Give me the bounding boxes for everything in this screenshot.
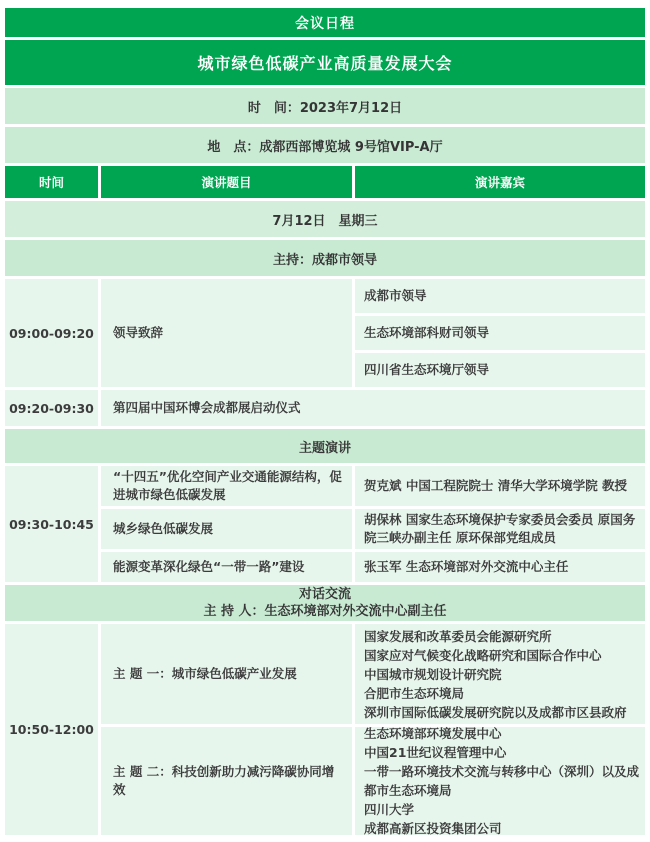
session2-topic: 第四届中国环博会成都展启动仪式 [101, 390, 645, 426]
session4-block [5, 624, 645, 835]
guest-list-line: 生态环境部环境发展中心 [364, 726, 502, 741]
host-banner: 主持：成都市领导 [5, 240, 645, 276]
session3-time: 09:30-10:45 [5, 466, 98, 582]
dialog-banner-title: 对话交流 [298, 587, 351, 602]
session4-guest-list-1 [355, 624, 645, 724]
header-topic: 演讲题目 [101, 166, 352, 198]
session3-guest-1: 贺克斌 中国工程院院士 清华大学环境学院 教授 [355, 466, 645, 506]
guest-list-line: 合肥市生态环境局 [364, 685, 465, 701]
guest-list-line: 中国城市规划设计研究院 [364, 666, 502, 682]
venue-info-row: 地 点：成都西部博览城 9号馆VIP-A厅 [5, 127, 645, 163]
session3-topic-3: 能源变革深化绿色“一带一路”建设 [101, 552, 352, 582]
session2-time: 09:20-09:30 [5, 390, 98, 426]
session1-time: 09:00-09:20 [5, 279, 98, 387]
session3-guest-3: 张玉军 生态环境部对外交流中心主任 [355, 552, 645, 582]
guest-list-line: 国家发展和改革委员会能源研究所 [364, 628, 552, 644]
guest-list-line: 一带一路环境技术交流与转移中心（深圳）以及成都市生态环境局 [364, 764, 640, 798]
table-header-row [5, 166, 645, 198]
guest-list-line: 四川大学 [364, 802, 415, 817]
session1-block [5, 279, 645, 387]
conference-title-bar: 城市绿色低碳产业高质量发展大会 [5, 40, 645, 85]
header-time: 时间 [5, 166, 98, 198]
session1-guest-1: 成都市领导 [355, 279, 645, 313]
session2-block [5, 390, 645, 426]
dialog-banner [5, 585, 645, 621]
guest-list-line: 成都高新区投资集团公司 [364, 821, 502, 836]
guest-list-line: 国家应对气候变化战略研究和国际合作中心 [364, 647, 602, 663]
session4-time: 10:50-12:00 [5, 624, 98, 835]
keynote-banner: 主题演讲 [5, 429, 645, 463]
dialog-banner-host: 主 持 人：生态环境部对外交流中心副主任 [203, 604, 447, 619]
agenda-title-bar: 会议日程 [5, 8, 645, 37]
session3-topic-1: “十四五”优化空间产业交通能源结构，促进城市绿色低碳发展 [101, 466, 352, 506]
session4-topic-1: 主 题 一：城市绿色低碳产业发展 [101, 624, 352, 724]
guest-list-line: 中国21世纪议程管理中心 [364, 745, 507, 760]
date-banner: 7月12日 星期三 [5, 201, 645, 237]
session1-guest-2: 生态环境部科财司领导 [355, 316, 645, 350]
header-guest: 演讲嘉宾 [355, 166, 645, 198]
guest-list-line: 深圳市国际低碳发展研究院以及成都市区县政府 [364, 704, 627, 720]
session3-block [5, 466, 645, 582]
session4-topic-2: 主 题 二：科技创新助力减污降碳协同增效 [101, 727, 352, 835]
session3-guest-2: 胡保林 国家生态环境保护专家委员会委员 原国务院三峡办副主任 原环保部党组成员 [355, 509, 645, 549]
session3-topic-2: 城乡绿色低碳发展 [101, 509, 352, 549]
time-info-row: 时 间：2023年7月12日 [5, 88, 645, 124]
session1-guest-3: 四川省生态环境厅领导 [355, 353, 645, 387]
session1-topic: 领导致辞 [101, 279, 352, 387]
session4-guest-list-2 [355, 727, 645, 835]
